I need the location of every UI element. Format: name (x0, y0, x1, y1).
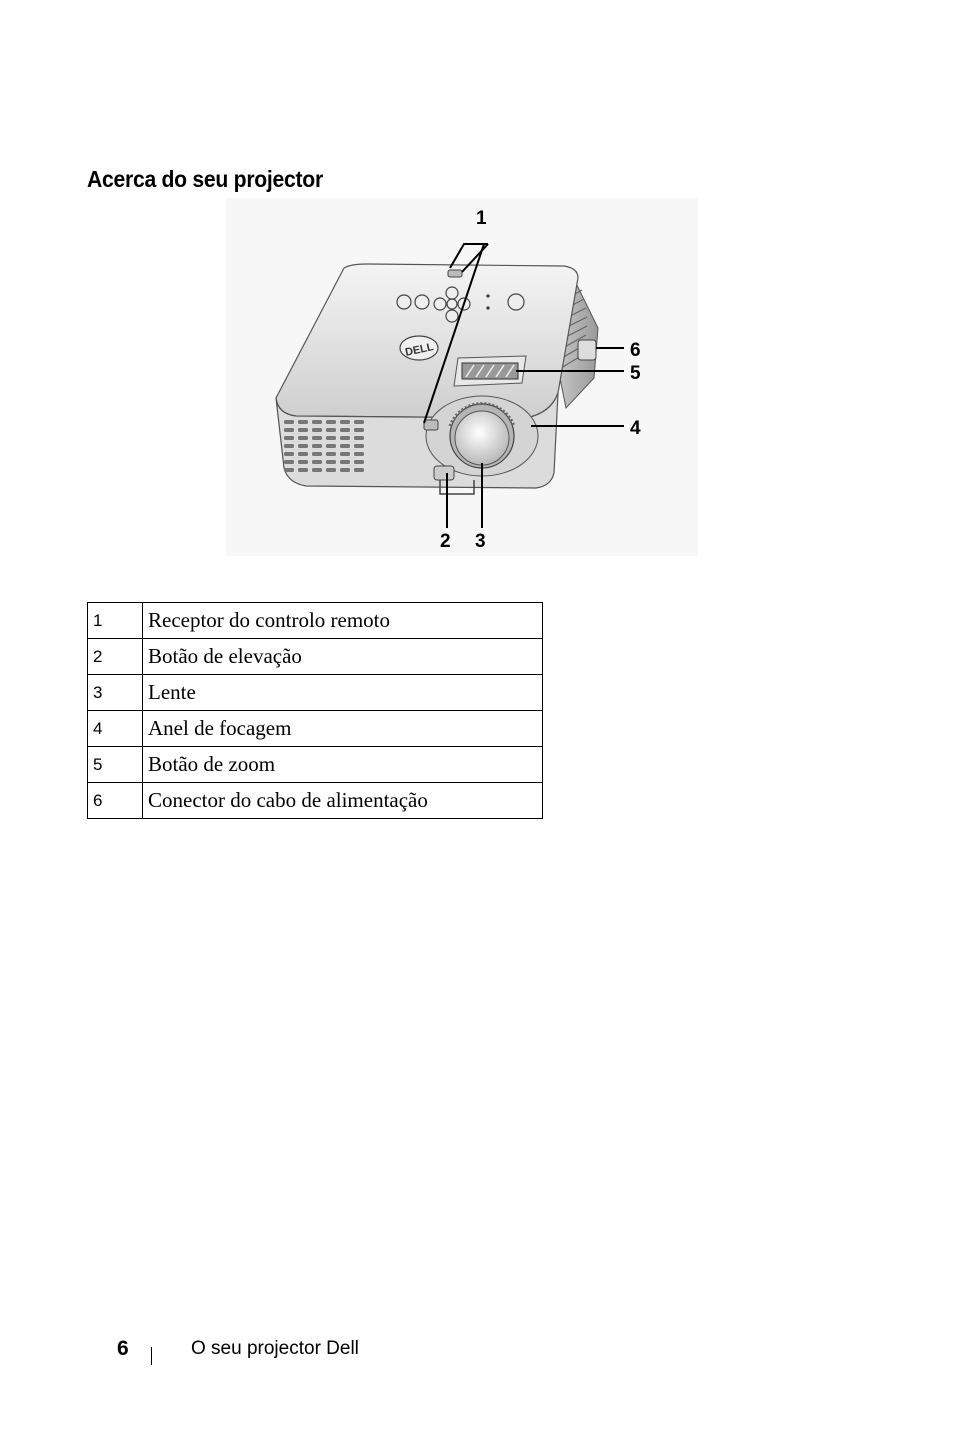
table-row (88, 603, 543, 639)
table-row (88, 747, 543, 783)
part-number: 4 (88, 711, 143, 747)
svg-text:DELL: DELL (404, 341, 435, 359)
part-number: 1 (88, 603, 143, 639)
projector-illustration (226, 198, 698, 556)
dell-logo (400, 336, 438, 360)
part-label: Receptor do controlo remoto (143, 603, 543, 639)
part-number: 6 (88, 783, 143, 819)
parts-table (87, 602, 543, 819)
zoom-area (454, 356, 526, 386)
section-heading: Acerca do seu projector (87, 166, 323, 192)
table-row (88, 783, 543, 819)
footer-divider (151, 1347, 152, 1365)
part-label: Anel de focagem (143, 711, 543, 747)
table-row (88, 711, 543, 747)
part-label: Conector do cabo de alimentação (143, 783, 543, 819)
part-number: 2 (88, 639, 143, 675)
projector-figure (226, 198, 698, 556)
ir-receiver-top (448, 270, 462, 277)
table-row (88, 639, 543, 675)
part-label: Lente (143, 675, 543, 711)
ir-receiver-front (424, 420, 438, 430)
elevator-button (434, 466, 454, 480)
table-row (88, 675, 543, 711)
part-label: Botão de zoom (143, 747, 543, 783)
callout-2: 2 (440, 531, 451, 552)
callout-6: 6 (630, 340, 641, 361)
callout-4: 4 (630, 418, 641, 439)
part-number: 3 (88, 675, 143, 711)
part-number: 5 (88, 747, 143, 783)
callout-3: 3 (475, 531, 486, 552)
page-number: 6 (117, 1337, 129, 1360)
callout-5: 5 (630, 363, 641, 384)
callout-1: 1 (476, 208, 487, 229)
footer-section-title: O seu projector Dell (191, 1338, 359, 1359)
part-label: Botão de elevação (143, 639, 543, 675)
